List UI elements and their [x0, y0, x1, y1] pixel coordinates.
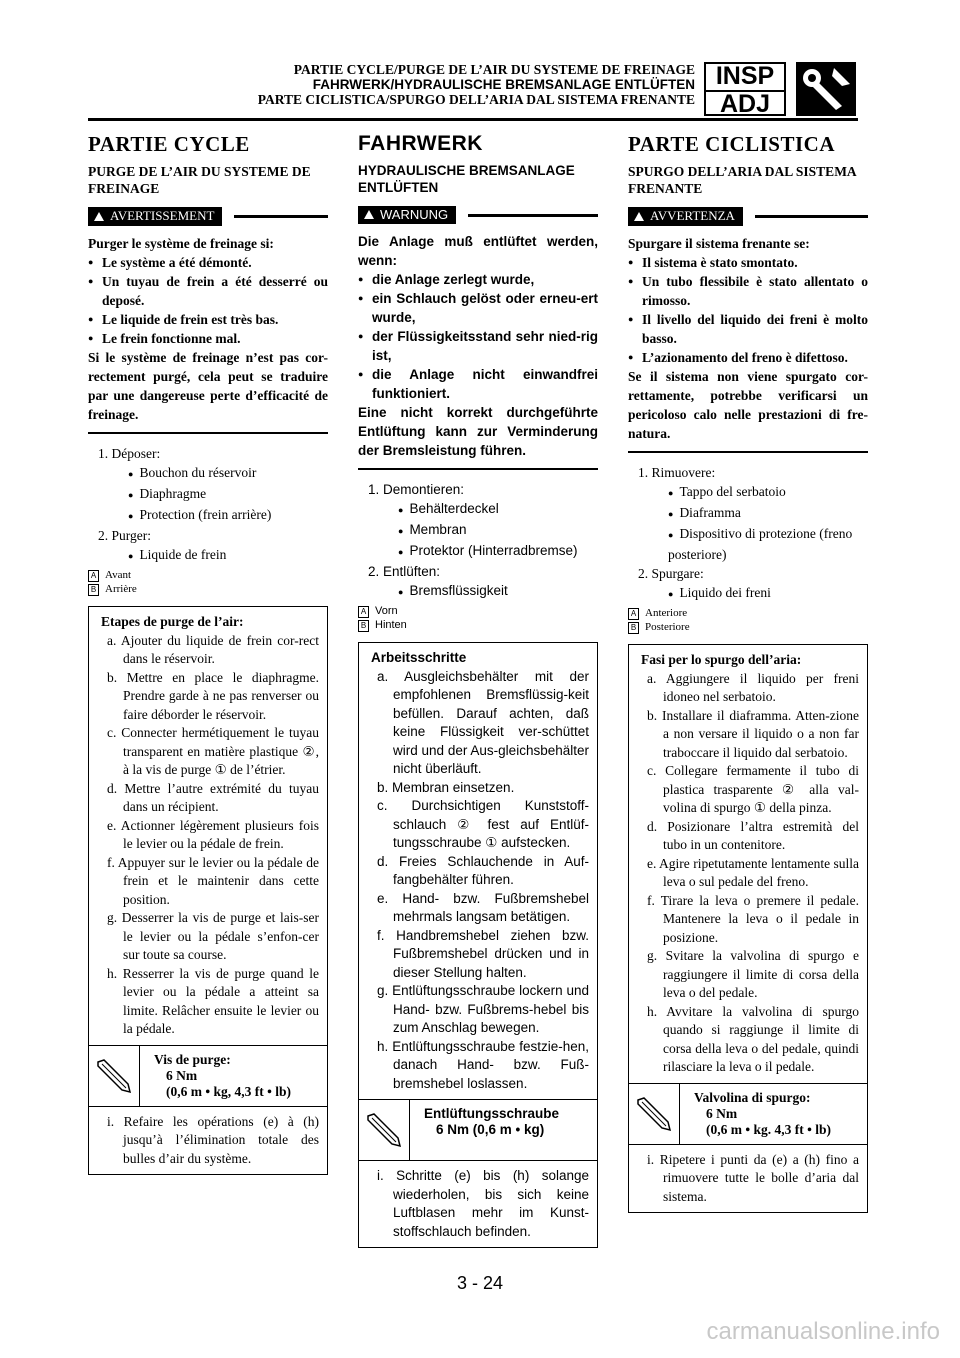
step-2: 2. Entlüften:: [368, 564, 441, 579]
warning-outro: Se il sistema non viene spurgato cor-rettamente, potrebbe verificarsi un pericoloso calo nelle prestazioni di fre-natura.: [628, 369, 868, 441]
warning-item: ● der Flüssigkeitsstand sehr nied-rig ist,: [358, 327, 598, 365]
step-1: 1. Rimuovere:: [638, 465, 716, 480]
step-item: ● Dispositivo di protezione (freno posteriore): [668, 526, 852, 562]
warning-banner: [358, 206, 598, 224]
warning-item: ● die Anlage zerlegt wurde,: [358, 270, 598, 289]
torque-value: 6 Nm: [166, 1067, 198, 1083]
legend-b: Hinten: [375, 619, 407, 631]
warning-banner: [88, 207, 328, 226]
header-rule: [88, 118, 858, 121]
box-step: g. Svitare la valvolina di spurgo e raggiungere il limite di corsa della leva o del pedale.: [647, 948, 859, 1000]
warning-item: ● L’azionamento del freno è difettoso.: [628, 348, 868, 367]
warning-item: ● Un tubo flessibile è stato allentato o rimosso.: [628, 272, 868, 310]
warning-label: WARNUNG: [380, 207, 449, 222]
warning-icon: [364, 210, 374, 219]
box-step: d. Freies Schlauchende in Auf-fangbehälter führen.: [377, 853, 589, 887]
legend: A Avant B Arrière: [88, 568, 328, 596]
warning-item: ● ein Schlauch gelöst oder erneu-ert wurde,: [358, 289, 598, 327]
legend-b: Posteriore: [645, 621, 690, 633]
legend-a: Anteriore: [645, 607, 688, 619]
warning-label: AVERTISSEMENT: [110, 208, 215, 223]
torque-value-alt: (0,6 m • kg. 4,3 ft • lb): [706, 1121, 831, 1137]
torque-spec: [89, 1045, 327, 1107]
box-step: e. Hand- bzw. Fußbremshebel mehrmals langsam betätigen.: [377, 890, 589, 924]
box-step: e. Agire ripetutamente lentamente sulla leva o sul pedale del freno.: [647, 855, 859, 889]
step-item: ● Liquide de frein: [128, 547, 226, 562]
step-1: 1. Demontieren:: [368, 482, 465, 497]
torque-spec: [359, 1099, 597, 1161]
warning-item: ● Il sistema è stato smontato.: [628, 253, 868, 272]
badge-adj: ADJ: [719, 90, 770, 118]
step-item: ● Bremsflüssigkeit: [398, 583, 508, 598]
procedure-box: [628, 644, 868, 1213]
header-line-fr: PARTIE CYCLE/PURGE DE L’AIR DU SYSTEME DE FREINAGE: [293, 62, 695, 77]
step-item: ● Bouchon du réservoir: [128, 465, 256, 480]
box-step: f. Tirare la leva o premere il pedale. Mantenere la leva o il pedale in posizione.: [647, 892, 859, 945]
torque-name: Vis de purge:: [154, 1051, 231, 1067]
warning-item: ● Il livello del liquido dei freni è molto basso.: [628, 310, 868, 348]
warning-item: ● Un tuyau de frein a été desserré ou deposé.: [88, 272, 328, 310]
section-title: FAHRWERK: [358, 132, 483, 155]
torque-wrench-icon: [629, 1084, 680, 1144]
box-step: d. Posizionare l’altra estremità del tubo in un contenitore.: [647, 818, 859, 852]
watermark: carmanualsonline.info: [706, 1318, 940, 1345]
box-step: h. Avvitare la valvolina di spurgo quando si raggiunge il limite di corsa della leva o del pedale, quindi rilasciare la leva o il pedale.: [647, 1003, 859, 1074]
warning-item: ● die Anlage nicht einwandfrei funktioniert.: [358, 365, 598, 403]
header-line-it: PARTE CICLISTICA/SPURGO DELL’ARIA DAL SISTEMA FRENANTE: [257, 92, 695, 107]
warning-banner: [628, 207, 868, 226]
badge-insp: INSP: [706, 64, 784, 92]
torque-wrench-icon: [89, 1046, 140, 1106]
box-step: e. Actionner légèrement plusieurs fois le levier ou la pédale de frein.: [107, 817, 319, 851]
warning-outro: Si le système de freinage n’est pas cor-rectement purgé, cela peut se traduire par une dangereuse perte d’efficacité de freinage.: [88, 350, 328, 422]
section-subtitle: SPURGO DELL’ARIA DAL SISTEMA FRENANTE: [628, 164, 856, 196]
section-subtitle: HYDRAULISCHE BREMSANLAGE ENTLÜFTEN: [358, 163, 575, 195]
box-step: c. Collegare fermamente il tubo di plastica trasparente ② alla val-volina di spurgo ① della pinza.: [647, 763, 859, 815]
step-item: ● Protektor (Hinterradbremse): [398, 543, 578, 558]
insp-adj-badge: [704, 62, 786, 116]
box-step-final: i. Schritte (e) bis (h) solange wiederholen, bis sich keine Luftblasen mehr im Kunst-stoffschlauch befinden.: [377, 1168, 589, 1239]
warning-item: ● Le frein fonctionne mal.: [88, 329, 328, 348]
column-german: [358, 128, 598, 1248]
torque-name: Entlüftungsschraube: [424, 1106, 560, 1121]
torque-wrench-icon: [359, 1100, 410, 1160]
box-step: a. Aggiungere il liquido per freni idoneo nel serbatoio.: [647, 670, 859, 704]
page-number: 3 - 24: [456, 1273, 504, 1293]
step-item: ● Protection (frein arrière): [128, 507, 271, 522]
step-2: 2. Spurgare:: [638, 566, 704, 581]
wrench-icon: [796, 62, 856, 116]
column-italian: [628, 128, 868, 1213]
warning-icon: [634, 212, 644, 221]
header-line-de: FAHRWERK/HYDRAULISCHE BREMSANLAGE ENTLÜFTEN: [312, 77, 695, 92]
step-item: ● Liquido dei freni: [668, 585, 771, 600]
box-step: c. Connecter hermétiquement le tuyau transparent en matière plastique ②, à la vis de purge ① de l’étrier.: [107, 725, 319, 777]
torque-name: Valvolina di spurgo:: [694, 1089, 811, 1105]
legend-a: Avant: [105, 569, 132, 581]
warning-intro: Spurgare il sistema frenante se:: [628, 236, 810, 251]
box-step: g. Desserrer la vis de purge et lais-ser le levier ou la pédale s’enfon-cer sur toute sa course.: [107, 910, 319, 962]
section-title: PARTE CICLISTICA: [628, 132, 835, 156]
step-item: ● Tappo del serbatoio: [668, 484, 786, 499]
section-subtitle: PURGE DE L’AIR DU SYSTEME DE FREINAGE: [88, 164, 311, 196]
box-step: c. Durchsichtigen Kunststoff-schlauch ② fest auf Entlüf-tungsschraube ① aufstecken.: [377, 798, 589, 850]
procedure-steps: [88, 444, 328, 566]
legend-b: Arrière: [105, 583, 137, 595]
procedure-box: [88, 606, 328, 1175]
torque-value-alt: (0,6 m • kg, 4,3 ft • lb): [166, 1083, 291, 1099]
step-item: ● Diaphragme: [128, 486, 206, 501]
box-step: g. Entlüftungsschraube lockern und Hand- bzw. Fußbrems-hebel bis zum Anschlag bewegen.: [377, 983, 589, 1035]
step-item: ● Membran: [398, 522, 466, 537]
step-item: ● Behälterdeckel: [398, 501, 499, 516]
legend-a: Vorn: [375, 605, 398, 617]
box-step: h. Resserrer la vis de purge quand le levier ou la pédale a atteint sa limite. Relâcher ensuite le levier ou la pédale.: [107, 965, 319, 1036]
box-title: Fasi per lo spurgo dell’aria:: [641, 652, 802, 667]
warning-intro: Die Anlage muß entlüftet werden, wenn:: [358, 234, 598, 268]
step-1: 1. Déposer:: [98, 446, 161, 461]
box-step: h. Entlüftungsschraube festzie-hen, danach Hand- bzw. Fuß-bremshebel loslassen.: [377, 1038, 589, 1091]
warning-icon: [94, 212, 104, 221]
warning-item: ● Le système a été démonté.: [88, 253, 328, 272]
section-title: PARTIE CYCLE: [88, 132, 250, 156]
procedure-box: [358, 642, 598, 1248]
legend: A Vorn B Hinten: [358, 604, 598, 632]
box-step: a. Ajouter du liquide de frein cor-rect dans le réservoir.: [107, 632, 319, 666]
torque-value: 6 Nm (0,6 m • kg): [436, 1122, 545, 1137]
box-step-final: i. Refaire les opérations (e) à (h) jusqu’à l’élimination totale des bulles d’air du système.: [107, 1113, 319, 1166]
step-item: ● Diaframma: [668, 505, 741, 520]
torque-value: 6 Nm: [706, 1105, 738, 1121]
box-step: a. Ausgleichsbehälter mit der empfohlenen Bremsflüssig-keit befüllen. Darauf achten, daß keine Flüssigkeit ver-schüttet wird und der Aus-gleichsbehälter nicht überläuft.: [377, 668, 589, 776]
procedure-steps: [628, 463, 868, 604]
warning-item: ● Le liquide de frein est très bas.: [88, 310, 328, 329]
warning-text: [628, 234, 868, 443]
box-step: b. Installare il diaframma. Atten-zione a non versare il liquido o a non far traboccare il liquido dal serbatoio.: [647, 707, 859, 760]
box-title: Arbeitsschritte: [371, 650, 467, 665]
warning-label: AVVERTENZA: [650, 208, 735, 223]
column-french: [88, 128, 328, 1175]
legend: A Anteriore B Posteriore: [628, 606, 868, 634]
warning-outro: Eine nicht korrekt durchgeführte Entlüftung kann zur Verminderung der Bremsleistung führen.: [358, 405, 598, 458]
box-step: d. Mettre l’autre extrémité du tuyau dans un récipient.: [107, 780, 319, 814]
box-step: f. Handbremshebel ziehen bzw. Fußbremshebel drücken und in dieser Stellung halten.: [377, 927, 589, 980]
box-step-final: i. Ripetere i punti da (e) a (h) fino a rimuovere tutte le bolle d’aria dal sistema.: [647, 1151, 859, 1204]
warning-text: [88, 234, 328, 424]
box-step: f. Appuyer sur le levier ou la pédale de frein et le maintenir dans cette position.: [107, 854, 319, 907]
warning-intro: Purger le système de freinage si:: [88, 236, 274, 251]
box-step: b. Membran einsetzen.: [377, 779, 515, 795]
procedure-steps: [358, 480, 598, 602]
running-header: [180, 62, 695, 107]
warning-text: [358, 232, 598, 460]
torque-spec: [629, 1083, 867, 1145]
step-2: 2. Purger:: [98, 528, 151, 543]
box-title: Etapes de purge de l’air:: [101, 614, 244, 629]
box-step: b. Mettre en place le diaphragme. Prendre garde à ne pas renverser ou faire déborder le réservoir.: [107, 669, 319, 722]
